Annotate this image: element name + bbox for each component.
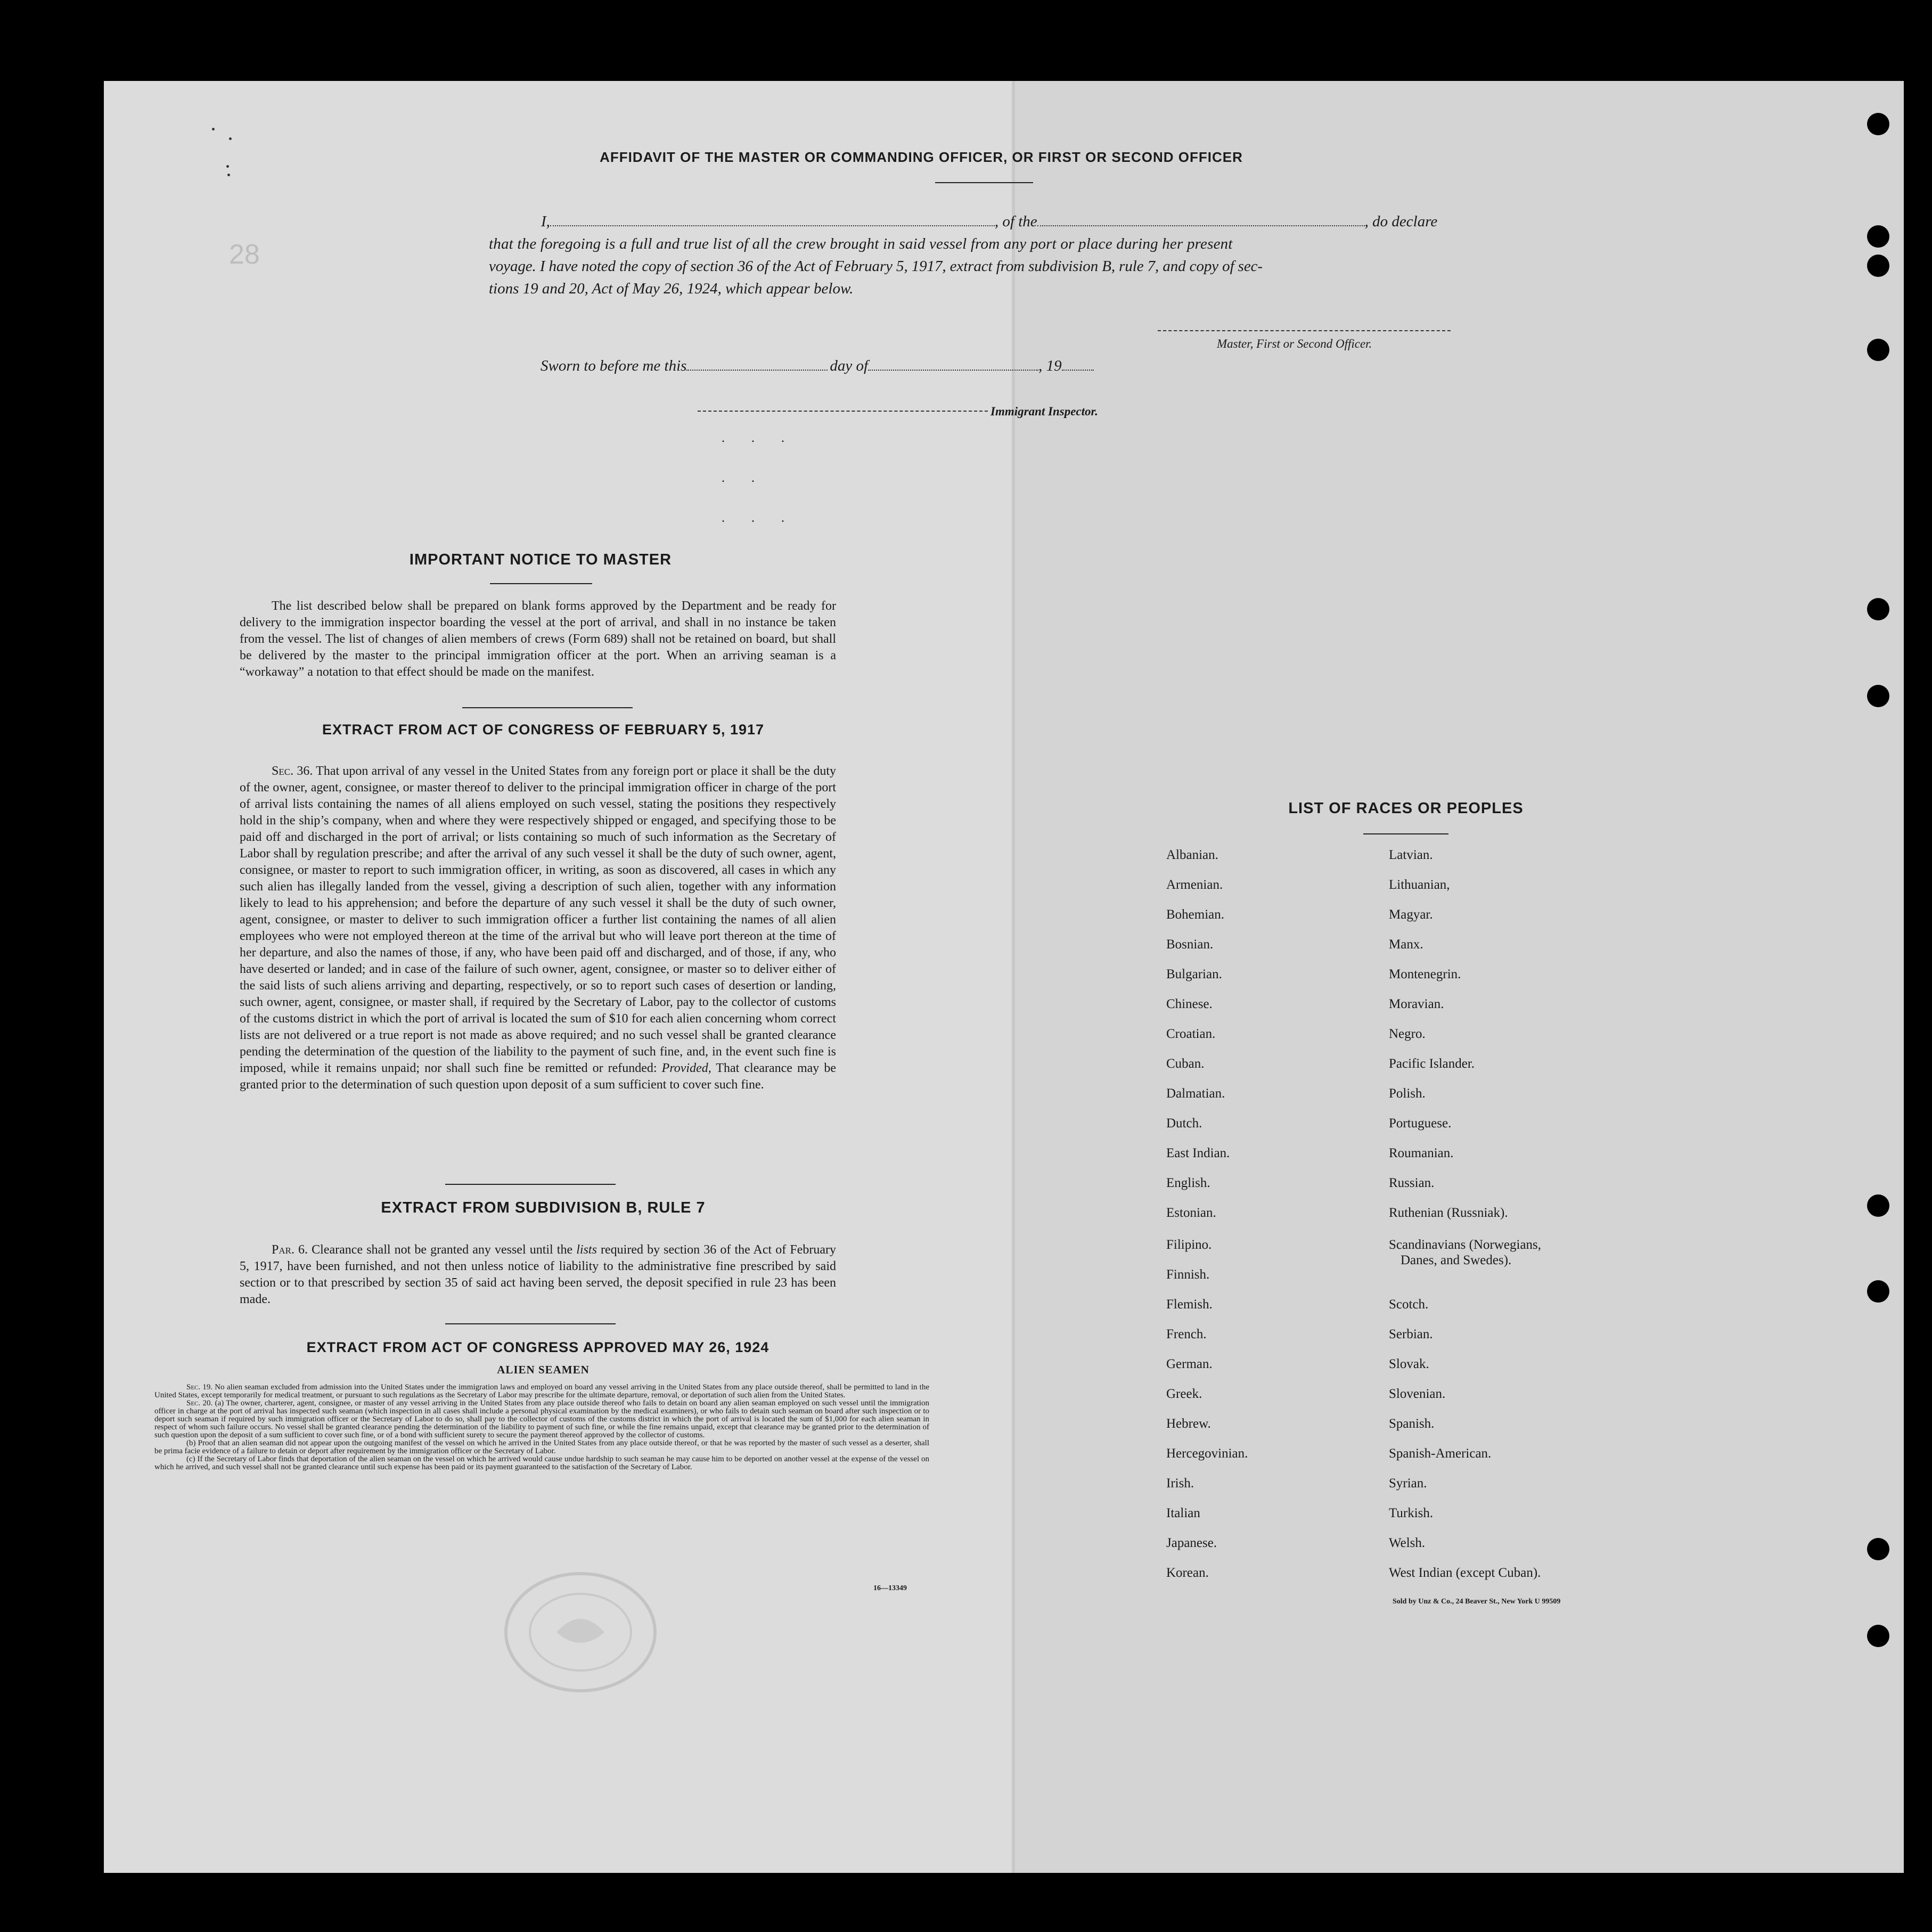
i-label: I, <box>541 213 550 230</box>
race-item: Croatian. <box>1166 1027 1216 1041</box>
inspector-signature-line[interactable] <box>698 411 988 412</box>
sec-36-label: Sec. 36. <box>272 764 313 778</box>
year-field[interactable] <box>1062 365 1094 371</box>
race-item: Flemish. <box>1166 1297 1213 1312</box>
race-item: Syrian. <box>1389 1476 1427 1491</box>
race-item: Spanish. <box>1389 1417 1435 1431</box>
race-item: Serbian. <box>1389 1327 1433 1341</box>
race-item: Armenian. <box>1166 878 1223 892</box>
race-item: Cuban. <box>1166 1057 1205 1071</box>
margin-note: 28 <box>229 239 260 270</box>
punch-hole <box>1867 685 1889 707</box>
race-item: French. <box>1166 1327 1207 1341</box>
par-6-text: Clearance shall not be granted any vessel until the <box>312 1243 573 1257</box>
race-item: Estonian. <box>1166 1206 1216 1220</box>
race-item: German. <box>1166 1357 1213 1371</box>
race-item: Negro. <box>1389 1027 1426 1041</box>
races-rule <box>1363 833 1448 834</box>
race-item: Hebrew. <box>1166 1417 1211 1431</box>
punch-hole <box>1867 1280 1889 1303</box>
affidavit-declaration <box>489 210 1485 300</box>
race-item: Spanish-American. <box>1389 1446 1492 1461</box>
punch-hole <box>1867 1625 1889 1647</box>
sec-36-text-end: That clearance may be granted prior to the determination of such question upon deposit of a sum sufficient to cover such fine. <box>240 1061 837 1092</box>
race-item: Danes, and Swedes). <box>1401 1253 1512 1267</box>
sec-20b-text: (b) Proof that an alien seaman did not appear upon the outgoing manifest of the vessel on which he arrived in the United States from any place outside thereof, or that he was reported by the master of such vessel as a deserter, shall be prima facie evidence of a failure to detain or deport after requirement by the immigration officer or the Secretary of Labor. <box>154 1439 929 1455</box>
inspector-caption: Immigrant Inspector. <box>990 405 1098 418</box>
alien-seamen-subtitle: ALIEN SEAMEN <box>497 1363 590 1376</box>
race-item: Irish. <box>1166 1476 1194 1491</box>
race-item: Portuguese. <box>1389 1116 1452 1131</box>
master-signature-caption: Master, First or Second Officer. <box>1217 337 1372 350</box>
race-item: Turkish. <box>1389 1506 1434 1520</box>
day-of-label: day of <box>830 357 869 374</box>
punch-hole <box>1867 339 1889 361</box>
race-item: Hercegovinian. <box>1166 1446 1248 1461</box>
extract-1924-title: EXTRACT FROM ACT OF CONGRESS APPROVED MAY 26, 1924 <box>306 1339 769 1355</box>
sworn-label: Sworn to before me this <box>541 357 687 374</box>
notice-title: IMPORTANT NOTICE TO MASTER <box>409 551 672 568</box>
section-rule <box>445 1323 616 1324</box>
speck <box>212 128 215 130</box>
punch-hole <box>1867 255 1889 277</box>
race-item: Dutch. <box>1166 1116 1202 1131</box>
race-item: Moravian. <box>1389 997 1444 1011</box>
race-item: Chinese. <box>1166 997 1213 1011</box>
punch-hole <box>1867 598 1889 620</box>
punch-hole <box>1867 225 1889 248</box>
stray-marks: . . <box>722 471 766 485</box>
race-item: Slovak. <box>1389 1357 1429 1371</box>
races-title: LIST OF RACES OR PEOPLES <box>1288 800 1524 817</box>
master-signature-line[interactable] <box>1158 330 1451 331</box>
race-item: Roumanian. <box>1389 1146 1454 1160</box>
of-the-label: , of the <box>994 213 1037 230</box>
race-item: Polish. <box>1389 1086 1426 1101</box>
stray-marks: . . . <box>722 431 796 445</box>
notice-body: The list described below shall be prepared on blank forms approved by the Department and be ready for delivery to the immigration inspector boarding the vessel at the port of arrival, and shall in no instance be taken from the vessel. The list of changes of alien members of crews (Form 689) shall not be retained on board, but shall be delivered by the master to the principal immigration officer at the port. When an arriving seaman is a “workaway” a notation to that effect should be made on the manifest. <box>240 599 836 679</box>
extract-1917-title: EXTRACT FROM ACT OF CONGRESS OF FEBRUARY 5, 1917 <box>322 722 765 738</box>
race-item: Albanian. <box>1166 848 1218 862</box>
sec-19-label: Sec. 19. <box>186 1383 213 1391</box>
speck <box>226 165 229 168</box>
sec-19-text: No alien seaman excluded from admission into the United States under the immigration laws and employed on board any vessel arriving in the United States from any place outside thereof, shall be permitted to land in the United States, except temporarily for medical treatment, or pursuant to such regulations as the Secretary of Labor may prescribe for the ultimate departure, removal, or deportation of such alien from the United States. <box>154 1383 930 1399</box>
punch-hole <box>1867 113 1889 135</box>
punch-hole <box>1867 1538 1889 1560</box>
provided-word: Provided, <box>661 1061 711 1075</box>
race-item: Dalmatian. <box>1166 1086 1225 1101</box>
race-item: Montenegrin. <box>1389 967 1461 981</box>
race-item: Bulgarian. <box>1166 967 1222 981</box>
subdivision-title: EXTRACT FROM SUBDIVISION B, RULE 7 <box>381 1199 706 1216</box>
lists-word: lists <box>576 1243 597 1257</box>
speck <box>227 174 230 176</box>
race-item: Bohemian. <box>1166 907 1225 922</box>
publisher-imprint: Sold by Unz & Co., 24 Beaver St., New York U 99509 <box>1393 1598 1561 1606</box>
affidavit-title: AFFIDAVIT OF THE MASTER OR COMMANDING OFFICER, OR FIRST OR SECOND OFFICER <box>600 149 1243 165</box>
par-6-label: Par. 6. <box>272 1243 308 1257</box>
race-item: Scandinavians (Norwegians, <box>1389 1238 1542 1252</box>
day-field[interactable] <box>686 365 828 371</box>
punch-hole <box>1867 1194 1889 1217</box>
sec-20c-text: (c) If the Secretary of Labor finds that deportation of the alien seaman on the vessel on which he arrived would cause undue hardship to such seaman he may cause him to be deported on another vessel at the expense of the vessel on which he arrived, and such vessel shall not be granted clearance until such expense has been paid or its payment guaranteed to the satisfaction of the Secretary of Labor. <box>154 1455 929 1471</box>
race-item: Korean. <box>1166 1566 1209 1580</box>
notice-rule <box>490 583 592 584</box>
race-item: Scotch. <box>1389 1297 1429 1312</box>
race-item: English. <box>1166 1176 1210 1190</box>
sworn-line <box>541 355 1094 377</box>
do-declare-label: , do declare <box>1364 213 1438 230</box>
title-rule <box>935 182 1033 183</box>
stray-marks: . . . <box>722 511 796 525</box>
declaration-line-3: voyage. I have noted the copy of section 36 of the Act of February 5, 1917, extract from subdivision B, rule 7, and copy of sec- <box>489 258 1263 275</box>
section-rule <box>462 707 633 708</box>
race-item: Italian <box>1166 1506 1200 1520</box>
race-item: Welsh. <box>1389 1536 1426 1550</box>
race-item: East Indian. <box>1166 1146 1230 1160</box>
race-item: Slovenian. <box>1389 1387 1446 1401</box>
extract-1924-body <box>154 1383 929 1471</box>
race-item: Pacific Islander. <box>1389 1057 1475 1071</box>
faded-seal <box>498 1568 663 1696</box>
declaration-line-4: tions 19 and 20, Act of May 26, 1924, which appear below. <box>489 280 854 297</box>
race-item: Japanese. <box>1166 1536 1217 1550</box>
race-item: Lithuanian, <box>1389 878 1450 892</box>
sec-36-text: That upon arrival of any vessel in the United States from any foreign port or place it shall be the duty of the owner, agent, consignee, or master thereof to deliver to the principal immigration officer in charge of the port of arrival lists containing the names of all aliens employed on such vessel, stating the positions they respectively hold in the ship’s company, when and where they were respectively shipped or engaged, and specifying those to be paid off and discharged in the port of arrival; or lists containing so much of such information as the Secretary of Labor shall by regulation prescribe; and after the arrival of any such vessel it shall be the duty of such owner, agent, consignee, or master to report to such immigration officer, in writing, as soon as discovered, all cases in which any such alien has illegally landed from the vessel, giving a description of such alien, together with any information likely to lead to his apprehension; and before the departure of any such vessel it shall be the duty of such owner, agent, consignee, or master to deliver to such immigration officer a further list containing the names of all alien employees who were not employed thereon at the time of the arrival but who will leave port thereon at the time of her departure, and also the names of those, if any, who have been paid off and discharged, and of those, if any, who have deserted or landed; and in case of the failure of such owner, agent, consignee, or master so to deliver either of the said lists of such aliens arriving and departing, respectively, or so to report such cases of desertion or landing, such owner, agent, consignee, or master shall, if required by the Secretary of Labor, pay to the collector of customs of the customs district in which the port of arrival is located the sum of $10 for each alien concerning whom correct lists are not delivered or a true report is not made as above required; and no such vessel shall be granted clearance pending the determination of the question of the liability to the payment of such fine, and, in the event such fine is imposed, while it remains unpaid; nor shall such fine be remitted or refunded: <box>240 764 836 1075</box>
race-item: Greek. <box>1166 1387 1202 1401</box>
extract-1917-body <box>240 763 836 1093</box>
sec-20-label: Sec. 20. <box>186 1399 213 1407</box>
race-item: Bosnian. <box>1166 937 1214 952</box>
declaration-line-2: that the foregoing is a full and true list of all the crew brought in said vessel from any port or place during her present <box>489 235 1233 252</box>
page-fold <box>1012 81 1015 1873</box>
race-item: Ruthenian (Russniak). <box>1389 1206 1508 1220</box>
sec-20a-text: (a) The owner, charterer, agent, consignee, or master of any vessel arriving in the United States from any place outside thereof who fails to detain on board any alien seaman employed on such vessel until the immigration officer in charge at the port of arrival has inspected such seaman (which inspection in all cases shall include a personal physical examination by the medical examiners), or who fails to detain such seaman on board after such inspection or to deport such seaman if required by such immigration officer or the Secretary of Labor to do so, shall pay to the collector of customs of the customs district in which the port of arrival is located the sum of $1,000 for each alien seaman in respect of whom such failure occurs. No vessel shall be granted clearance pending the determination of the liability to payment of such fine, or while the fine remains unpaid, except that clearance may be granted prior to the determination of such question upon the deposit of a sum sufficient to cover such fine, or of a bond with sufficient surety to secure the payment thereof approved by the collector of customs. <box>154 1399 930 1439</box>
month-field[interactable] <box>868 365 1038 371</box>
race-item: Finnish. <box>1166 1267 1210 1282</box>
par-6-text-end: required by section 36 of the Act of February 5, 1917, have been furnished, and not then unless notice of liability to the administrative fine prescribed by said section or to that prescribed by section 35 of said act having been served, the deposit specified in rule 23 has been made. <box>240 1243 837 1306</box>
subdivision-body <box>240 1242 836 1308</box>
race-item: Manx. <box>1389 937 1423 952</box>
race-item: West Indian (except Cuban). <box>1389 1566 1541 1580</box>
race-item: Filipino. <box>1166 1238 1212 1252</box>
race-item: Russian. <box>1389 1176 1435 1190</box>
name-field[interactable] <box>550 221 995 226</box>
form-number: 16—13349 <box>873 1584 907 1592</box>
year-label: , 19 <box>1038 357 1062 374</box>
vessel-field[interactable] <box>1037 221 1365 226</box>
race-item: Latvian. <box>1389 848 1433 862</box>
section-rule <box>445 1184 616 1185</box>
speck <box>229 137 232 140</box>
race-item: Magyar. <box>1389 907 1433 922</box>
